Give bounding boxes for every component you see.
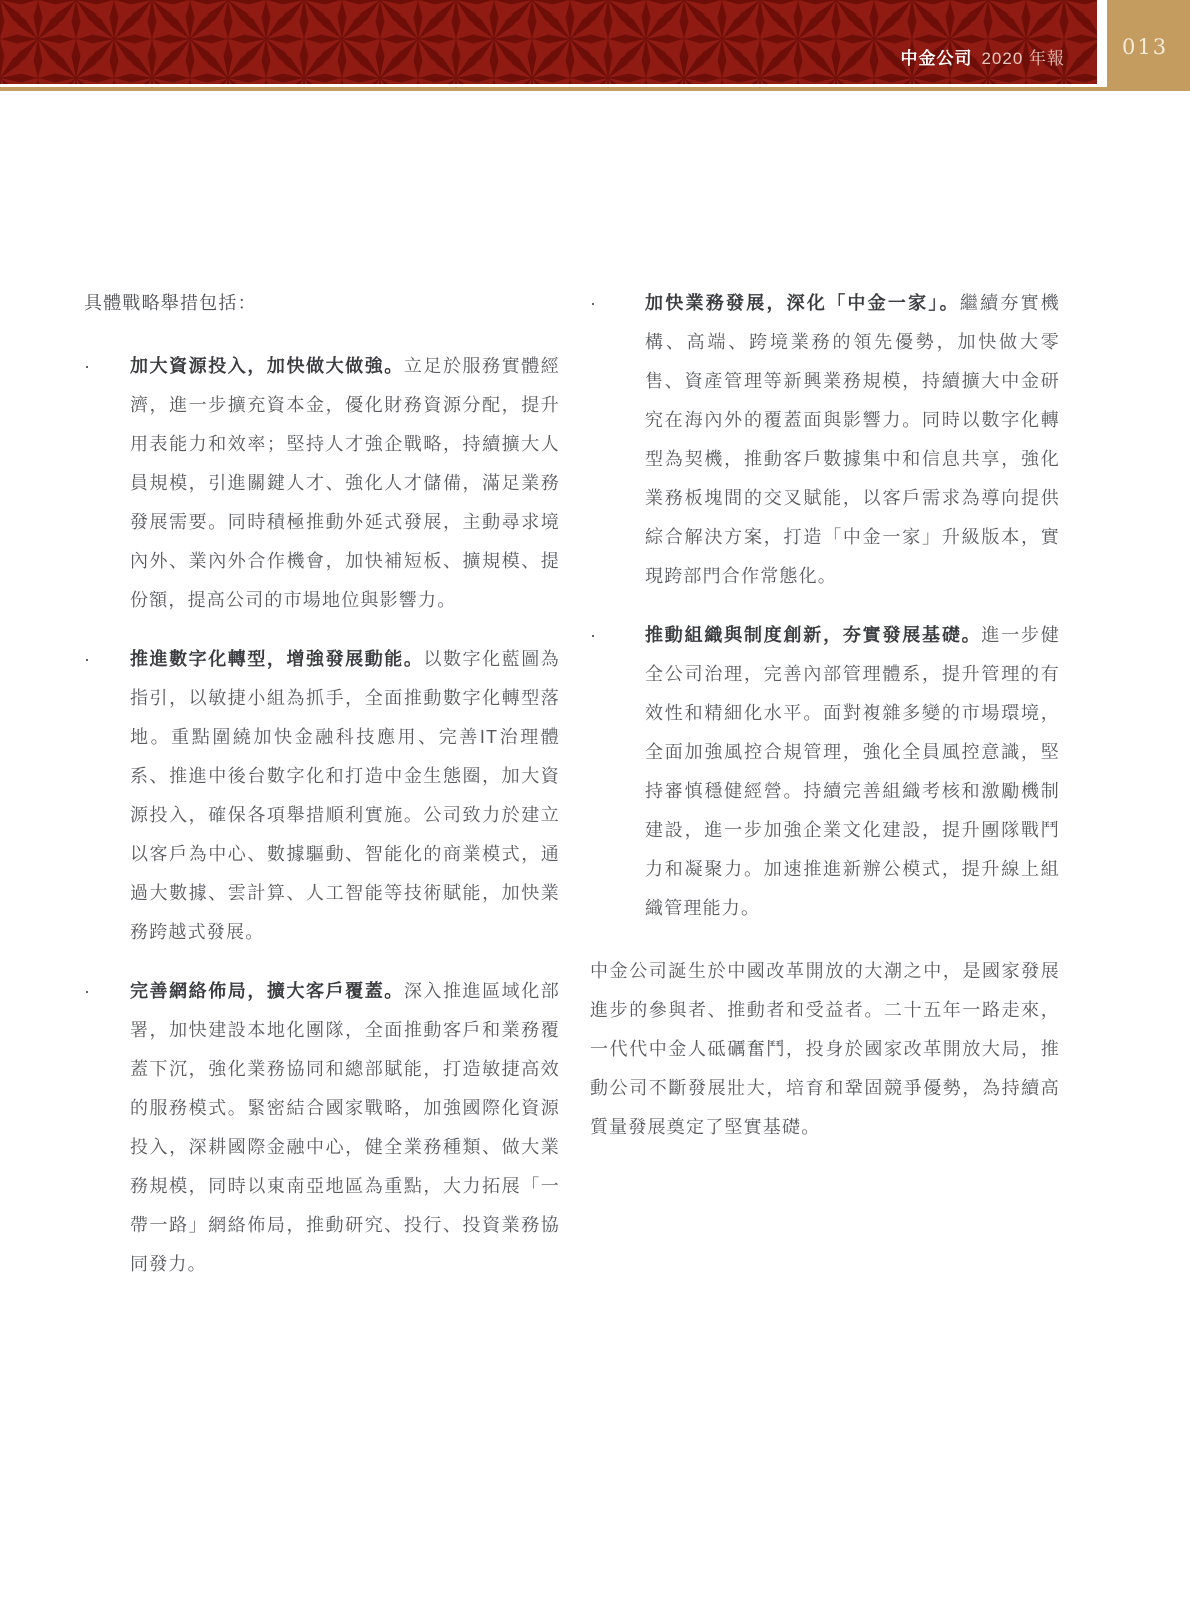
report-edition: 2020 年報 (981, 49, 1065, 68)
list-item (84, 347, 560, 620)
list-item (84, 640, 560, 952)
intro-line: 具體戰略舉措包括： (84, 293, 257, 313)
bullet-paragraph (130, 347, 560, 620)
header-rule (0, 87, 1190, 91)
list-item (590, 284, 1060, 596)
bullet-lead: 推進數字化轉型，增強發展動能。 (130, 649, 424, 669)
list-item (590, 616, 1060, 928)
bullet-lead: 推動組織與制度創新，夯實發展基礎。 (645, 625, 982, 645)
bullet-body: 深入推進區域化部署，加快建設本地化團隊，全面推動客戶和業務覆蓋下沉，強化業務協同和總部賦能，打造敏捷高效的服務模式。緊密結合國家戰略，加強國際化資源投入，深耕國際金融中心，健全業務種類、做大業務規模，同時以東南亞地區為重點，大力拓展「一帶一路」網絡佈局，推動研究、投行、投資業務協同發力。 (130, 981, 560, 1274)
bullet-paragraph (130, 972, 560, 1284)
company-name: 中金公司 (900, 49, 973, 68)
right-column (590, 284, 1060, 1147)
closing-paragraph: 中金公司誕生於中國改革開放的大潮之中，是國家發展進步的參與者、推動者和受益者。二十五年一路走來，一代代中金人砥礪奮鬥，投身於國家改革開放大局，推動公司不斷發展壯大，培育和鞏固競爭優勢，為持續高質量發展奠定了堅實基礎。 (590, 961, 1060, 1137)
bullet-lead: 完善網絡佈局，擴大客戶覆蓋。 (130, 981, 404, 1001)
left-column (84, 284, 560, 1304)
page-number: 013 (1122, 34, 1169, 59)
header-banner (0, 0, 1097, 84)
bullet-icon: · (84, 356, 92, 376)
bullet-paragraph (645, 284, 1060, 596)
list-item (84, 972, 560, 1284)
bullet-lead: 加大資源投入，加快做大做強。 (130, 356, 404, 376)
bullet-body: 立足於服務實體經濟，進一步擴充資本金，優化財務資源分配，提升用表能力和效率；堅持人才強企戰略，持續擴大人員規模，引進關鍵人才、強化人才儲備，滿足業務發展需要。同時積極推動外延式發展，主動尋求境內外、業內外合作機會，加快補短板、擴規模、提份額，提高公司的市場地位與影響力。 (130, 356, 560, 610)
report-title (900, 44, 1065, 69)
bullet-body: 繼續夯實機構、高端、跨境業務的領先優勢，加快做大零售、資產管理等新興業務規模，持續擴大中金研究在海內外的覆蓋面與影響力。同時以數字化轉型為契機，推動客戶數據集中和信息共享，強化業務板塊間的交叉賦能，以客戶需求為導向提供綜合解決方案，打造「中金一家」升級版本，實現跨部門合作常態化。 (645, 293, 1061, 586)
bullet-body: 以數字化藍圖為指引，以敏捷小組為抓手，全面推動數字化轉型落地。重點圍繞加快金融科技應用、完善IT治理體系、推進中後台數字化和打造中金生態圈，加大資源投入，確保各項舉措順利實施。公司致力於建立以客戶為中心、數據驅動、智能化的商業模式，通過大數據、雲計算、人工智能等技術賦能，加快業務跨越式發展。 (130, 649, 561, 942)
bullet-icon: · (590, 293, 598, 313)
asanoha-pattern-graphic (0, 0, 1097, 84)
bullet-lead: 加快業務發展，深化「中金一家」。 (645, 293, 960, 313)
bullet-icon: · (84, 649, 92, 669)
bullet-icon: · (590, 625, 598, 645)
bullet-paragraph (645, 616, 1060, 928)
bullet-paragraph (130, 640, 560, 952)
bullet-body: 進一步健全公司治理，完善內部管理體系，提升管理的有效性和精細化水平。面對複雜多變的市場環境，全面加強風控合規管理，強化全員風控意識，堅持審慎穩健經營。持續完善組織考核和激勵機制建設，進一步加強企業文化建設，提升團隊戰鬥力和凝聚力。加速推進新辦公模式，提升線上組織管理能力。 (645, 625, 1060, 918)
bullet-icon: · (84, 981, 92, 1001)
page-number-box (1107, 0, 1190, 87)
